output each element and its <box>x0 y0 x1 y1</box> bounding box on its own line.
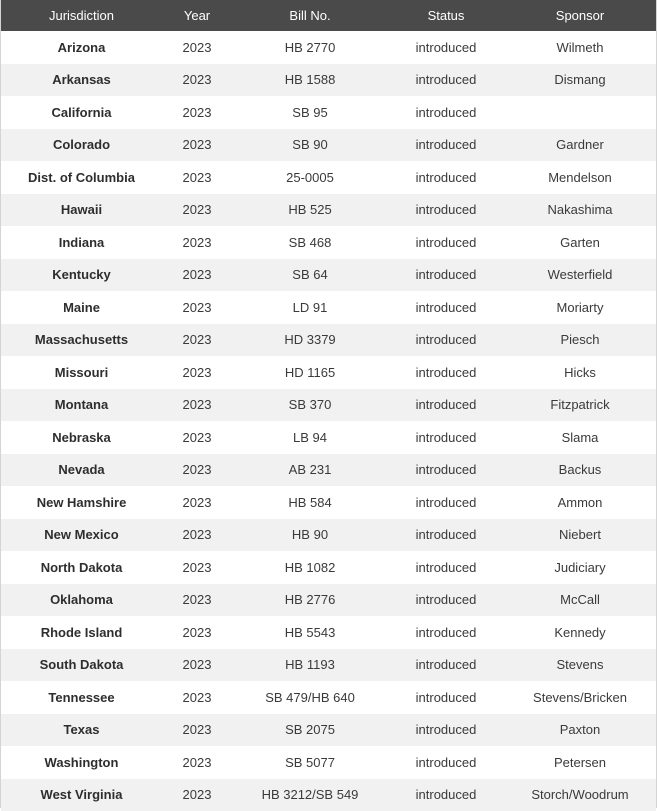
cell-status: introduced <box>388 486 504 519</box>
cell-year: 2023 <box>162 584 232 617</box>
cell-jurisdiction: Maine <box>1 291 162 324</box>
cell-status: introduced <box>388 421 504 454</box>
cell-status: introduced <box>388 389 504 422</box>
cell-sponsor: Piesch <box>504 324 656 357</box>
cell-jurisdiction: Oklahoma <box>1 584 162 617</box>
cell-sponsor: Kennedy <box>504 616 656 649</box>
cell-sponsor: Paxton <box>504 714 656 747</box>
cell-year: 2023 <box>162 551 232 584</box>
cell-sponsor: Slama <box>504 421 656 454</box>
cell-status: introduced <box>388 714 504 747</box>
cell-status: introduced <box>388 96 504 129</box>
header-row <box>1 0 656 31</box>
cell-bill-no: SB 95 <box>232 96 388 129</box>
cell-year: 2023 <box>162 64 232 97</box>
cell-sponsor: Mendelson <box>504 161 656 194</box>
cell-sponsor: Garten <box>504 226 656 259</box>
cell-year: 2023 <box>162 161 232 194</box>
cell-status: introduced <box>388 31 504 64</box>
cell-jurisdiction: Washington <box>1 746 162 779</box>
cell-status: introduced <box>388 779 504 811</box>
table-row <box>1 486 656 519</box>
cell-sponsor: Niebert <box>504 519 656 552</box>
table-row <box>1 681 656 714</box>
cell-jurisdiction: South Dakota <box>1 649 162 682</box>
cell-year: 2023 <box>162 779 232 811</box>
cell-bill-no: AB 231 <box>232 454 388 487</box>
cell-bill-no: HB 1082 <box>232 551 388 584</box>
table-row <box>1 356 656 389</box>
table-row <box>1 519 656 552</box>
cell-year: 2023 <box>162 746 232 779</box>
cell-bill-no: 25-0005 <box>232 161 388 194</box>
cell-jurisdiction: New Mexico <box>1 519 162 552</box>
cell-bill-no: HB 3212/SB 549 <box>232 779 388 811</box>
table-row <box>1 259 656 292</box>
table-row <box>1 421 656 454</box>
table-row <box>1 551 656 584</box>
cell-year: 2023 <box>162 259 232 292</box>
table-row <box>1 616 656 649</box>
table-row <box>1 161 656 194</box>
cell-jurisdiction: Kentucky <box>1 259 162 292</box>
cell-status: introduced <box>388 194 504 227</box>
cell-sponsor: Gardner <box>504 129 656 162</box>
cell-bill-no: HB 1588 <box>232 64 388 97</box>
cell-bill-no: SB 64 <box>232 259 388 292</box>
table-row <box>1 454 656 487</box>
cell-year: 2023 <box>162 454 232 487</box>
cell-year: 2023 <box>162 616 232 649</box>
column-header-sponsor[interactable]: Sponsor <box>504 0 656 31</box>
cell-jurisdiction: Arkansas <box>1 64 162 97</box>
cell-sponsor: Stevens/Bricken <box>504 681 656 714</box>
table-row <box>1 64 656 97</box>
cell-sponsor: McCall <box>504 584 656 617</box>
cell-sponsor: Storch/Woodrum <box>504 779 656 811</box>
cell-bill-no: HD 3379 <box>232 324 388 357</box>
cell-bill-no: HB 1193 <box>232 649 388 682</box>
cell-status: introduced <box>388 129 504 162</box>
cell-year: 2023 <box>162 96 232 129</box>
table-row <box>1 226 656 259</box>
cell-status: introduced <box>388 291 504 324</box>
cell-year: 2023 <box>162 356 232 389</box>
cell-bill-no: HB 90 <box>232 519 388 552</box>
cell-jurisdiction: Arizona <box>1 31 162 64</box>
table-row <box>1 129 656 162</box>
table-row <box>1 389 656 422</box>
cell-jurisdiction: California <box>1 96 162 129</box>
cell-status: introduced <box>388 616 504 649</box>
cell-jurisdiction: New Hamshire <box>1 486 162 519</box>
cell-bill-no: SB 370 <box>232 389 388 422</box>
column-header-bill-no[interactable]: Bill No. <box>232 0 388 31</box>
column-header-jurisdiction[interactable]: Jurisdiction <box>1 0 162 31</box>
cell-jurisdiction: Tennessee <box>1 681 162 714</box>
table-row <box>1 746 656 779</box>
cell-sponsor: Nakashima <box>504 194 656 227</box>
table-row <box>1 291 656 324</box>
column-header-status[interactable]: Status <box>388 0 504 31</box>
cell-bill-no: SB 90 <box>232 129 388 162</box>
cell-jurisdiction: Nebraska <box>1 421 162 454</box>
cell-year: 2023 <box>162 714 232 747</box>
cell-sponsor: Moriarty <box>504 291 656 324</box>
cell-status: introduced <box>388 259 504 292</box>
cell-status: introduced <box>388 324 504 357</box>
table-row <box>1 779 656 811</box>
cell-sponsor: Stevens <box>504 649 656 682</box>
cell-jurisdiction: Nevada <box>1 454 162 487</box>
table-row <box>1 96 656 129</box>
cell-bill-no: HB 525 <box>232 194 388 227</box>
cell-bill-no: SB 2075 <box>232 714 388 747</box>
cell-bill-no: HB 5543 <box>232 616 388 649</box>
cell-bill-no: HB 2776 <box>232 584 388 617</box>
cell-year: 2023 <box>162 31 232 64</box>
cell-year: 2023 <box>162 486 232 519</box>
table-row <box>1 584 656 617</box>
cell-bill-no: HD 1165 <box>232 356 388 389</box>
cell-year: 2023 <box>162 129 232 162</box>
cell-year: 2023 <box>162 194 232 227</box>
cell-bill-no: LB 94 <box>232 421 388 454</box>
cell-status: introduced <box>388 226 504 259</box>
cell-status: introduced <box>388 584 504 617</box>
cell-sponsor <box>504 96 656 129</box>
table-row <box>1 714 656 747</box>
cell-jurisdiction: Dist. of Columbia <box>1 161 162 194</box>
cell-status: introduced <box>388 649 504 682</box>
cell-status: introduced <box>388 746 504 779</box>
cell-bill-no: SB 468 <box>232 226 388 259</box>
cell-year: 2023 <box>162 291 232 324</box>
cell-sponsor: Backus <box>504 454 656 487</box>
table-body <box>1 31 656 811</box>
cell-jurisdiction: Missouri <box>1 356 162 389</box>
cell-bill-no: LD 91 <box>232 291 388 324</box>
cell-status: introduced <box>388 161 504 194</box>
cell-status: introduced <box>388 551 504 584</box>
cell-sponsor: Hicks <box>504 356 656 389</box>
table-row <box>1 31 656 64</box>
cell-sponsor: Wilmeth <box>504 31 656 64</box>
cell-year: 2023 <box>162 226 232 259</box>
cell-year: 2023 <box>162 324 232 357</box>
cell-year: 2023 <box>162 681 232 714</box>
cell-sponsor: Westerfield <box>504 259 656 292</box>
cell-sponsor: Fitzpatrick <box>504 389 656 422</box>
cell-jurisdiction: Montana <box>1 389 162 422</box>
column-header-year[interactable]: Year <box>162 0 232 31</box>
cell-sponsor: Dismang <box>504 64 656 97</box>
cell-jurisdiction: Texas <box>1 714 162 747</box>
cell-status: introduced <box>388 681 504 714</box>
table-row <box>1 194 656 227</box>
cell-status: introduced <box>388 356 504 389</box>
cell-status: introduced <box>388 64 504 97</box>
cell-jurisdiction: Hawaii <box>1 194 162 227</box>
cell-bill-no: SB 479/HB 640 <box>232 681 388 714</box>
table-row <box>1 649 656 682</box>
cell-status: introduced <box>388 454 504 487</box>
cell-jurisdiction: Colorado <box>1 129 162 162</box>
table-header <box>1 0 656 31</box>
cell-year: 2023 <box>162 519 232 552</box>
cell-year: 2023 <box>162 421 232 454</box>
table-row <box>1 324 656 357</box>
cell-sponsor: Ammon <box>504 486 656 519</box>
cell-jurisdiction: Rhode Island <box>1 616 162 649</box>
cell-jurisdiction: Massachusetts <box>1 324 162 357</box>
cell-jurisdiction: West Virginia <box>1 779 162 811</box>
cell-jurisdiction: North Dakota <box>1 551 162 584</box>
cell-sponsor: Petersen <box>504 746 656 779</box>
cell-year: 2023 <box>162 389 232 422</box>
cell-bill-no: SB 5077 <box>232 746 388 779</box>
cell-year: 2023 <box>162 649 232 682</box>
cell-jurisdiction: Indiana <box>1 226 162 259</box>
cell-sponsor: Judiciary <box>504 551 656 584</box>
cell-bill-no: HB 584 <box>232 486 388 519</box>
cell-status: introduced <box>388 519 504 552</box>
bill-table <box>1 0 656 811</box>
cell-bill-no: HB 2770 <box>232 31 388 64</box>
